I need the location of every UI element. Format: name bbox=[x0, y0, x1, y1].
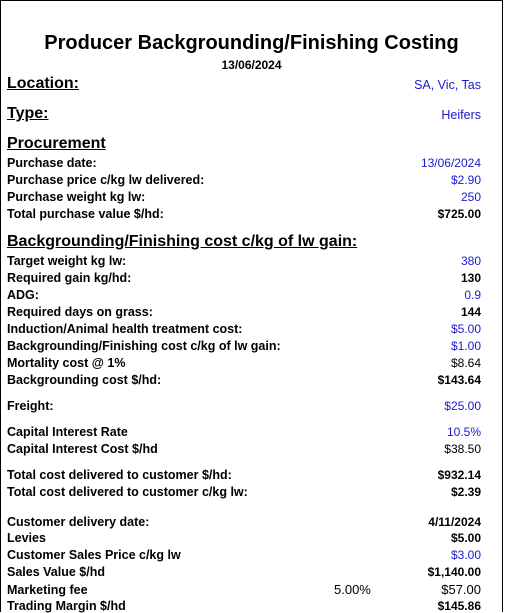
induction-cost-label: Induction/Animal health treatment cost: bbox=[7, 322, 243, 336]
trading-margin-label: Trading Margin $/hd bbox=[7, 599, 126, 613]
marketing-fee-value: $57.00 bbox=[441, 582, 481, 597]
location-label: Location: bbox=[7, 75, 79, 92]
interest-rate-label: Capital Interest Rate bbox=[7, 425, 128, 439]
days-on-grass-value: 144 bbox=[460, 305, 481, 319]
sales-price-value[interactable]: $3.00 bbox=[450, 548, 481, 562]
total-cost-ckg-value: $2.39 bbox=[450, 485, 481, 499]
backgrounding-heading: Backgrounding/Finishing cost c/kg of lw gain: bbox=[7, 233, 358, 250]
delivery-date-label: Customer delivery date: bbox=[7, 515, 150, 529]
purchase-date-label: Purchase date: bbox=[7, 156, 97, 170]
freight-value[interactable]: $25.00 bbox=[444, 399, 481, 413]
total-purchase-label: Total purchase value $/hd: bbox=[7, 207, 164, 221]
sales-value-label: Sales Value $/hd bbox=[7, 565, 105, 579]
purchase-weight-value[interactable]: 250 bbox=[460, 190, 481, 204]
total-cost-hd-label: Total cost delivered to customer $/hd: bbox=[7, 468, 232, 482]
adg-label: ADG: bbox=[7, 288, 39, 302]
delivery-date-value: 4/11/2024 bbox=[428, 515, 481, 529]
purchase-price-value[interactable]: $2.90 bbox=[450, 173, 481, 187]
purchase-date-value[interactable]: 13/06/2024 bbox=[420, 156, 481, 170]
trading-margin-value: $145.86 bbox=[437, 599, 481, 613]
finishing-cost-label: Backgrounding/Finishing cost c/kg of lw gain: bbox=[7, 339, 281, 353]
report-date: 13/06/2024 bbox=[221, 58, 282, 72]
target-weight-label: Target weight kg lw: bbox=[7, 254, 127, 268]
freight-label: Freight: bbox=[7, 399, 54, 413]
total-purchase-value: $725.00 bbox=[437, 207, 481, 221]
levies-label: Levies bbox=[7, 531, 46, 545]
levies-value: $5.00 bbox=[450, 531, 481, 545]
interest-cost-value: $38.50 bbox=[444, 442, 481, 456]
location-value[interactable]: SA, Vic, Tas bbox=[414, 78, 481, 92]
days-on-grass-label: Required days on grass: bbox=[7, 305, 153, 319]
purchase-weight-label: Purchase weight kg lw: bbox=[7, 190, 146, 204]
marketing-fee-percent[interactable]: 5.00% bbox=[334, 582, 371, 597]
page-title: Producer Backgrounding/Finishing Costing bbox=[44, 32, 459, 54]
backgrounding-cost-label: Backgrounding cost $/hd: bbox=[7, 373, 162, 387]
procurement-heading: Procurement bbox=[7, 135, 106, 152]
mortality-cost-value: $8.64 bbox=[450, 356, 481, 370]
interest-rate-value[interactable]: 10.5% bbox=[446, 425, 481, 439]
purchase-price-label: Purchase price c/kg lw delivered: bbox=[7, 173, 205, 187]
required-gain-value: 130 bbox=[460, 271, 481, 285]
interest-cost-label: Capital Interest Cost $/hd bbox=[7, 442, 158, 456]
finishing-cost-value[interactable]: $1.00 bbox=[450, 339, 481, 353]
marketing-fee-label: Marketing fee bbox=[7, 583, 88, 597]
mortality-cost-label: Mortality cost @ 1% bbox=[7, 356, 126, 370]
backgrounding-cost-value: $143.64 bbox=[437, 373, 481, 387]
sales-price-label: Customer Sales Price c/kg lw bbox=[7, 548, 181, 562]
target-weight-value[interactable]: 380 bbox=[460, 254, 481, 268]
type-value[interactable]: Heifers bbox=[441, 108, 481, 122]
adg-value[interactable]: 0.9 bbox=[464, 288, 481, 302]
sales-value-value: $1,140.00 bbox=[427, 565, 481, 579]
induction-cost-value[interactable]: $5.00 bbox=[450, 322, 481, 336]
required-gain-label: Required gain kg/hd: bbox=[7, 271, 132, 285]
type-label: Type: bbox=[7, 105, 49, 122]
total-cost-ckg-label: Total cost delivered to customer c/kg lw: bbox=[7, 485, 248, 499]
total-cost-hd-value: $932.14 bbox=[437, 468, 481, 482]
